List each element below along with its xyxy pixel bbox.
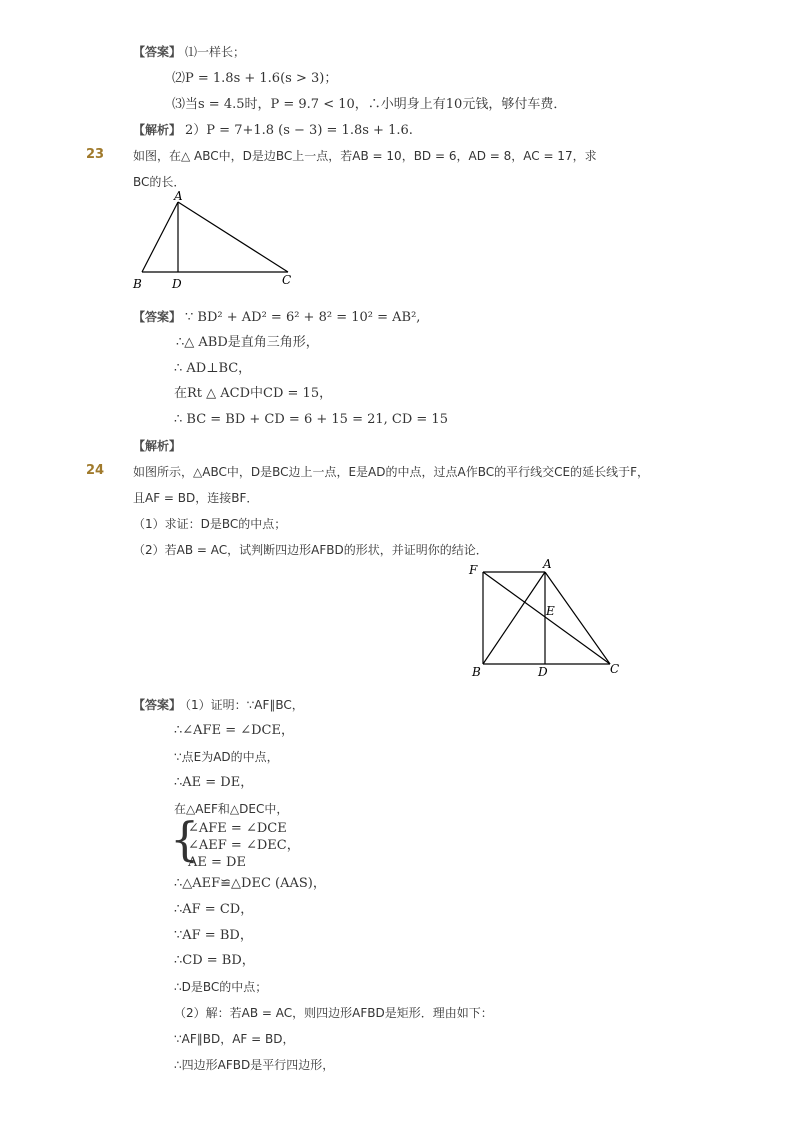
analysis-tag: 【解析】 — [133, 123, 182, 137]
label-f: F — [469, 563, 478, 577]
system-line-3: AE = DE — [188, 855, 246, 870]
label-d: D — [172, 277, 182, 291]
label-a: A — [174, 190, 183, 203]
q24-answer-line-6: ∴△AEF≌△DEC (AAS)， — [174, 876, 326, 891]
q22-answer-line-2: ⑵P = 1.8s + 1.6(s > 3)； — [172, 71, 338, 86]
answer-tag: 【答案】 — [133, 310, 182, 324]
q22-answer-line-3: ⑶当s = 4.5时，P = 9.7 < 10，∴小明身上有10元钱，够付车费． — [172, 97, 567, 112]
q23-stem-line-1: 如图，在△ ABC中，D是边BC上一点，若AB = 10，BD = 6，AD = 8，AC = 17，求 — [133, 149, 597, 163]
q24-answer-line-9: ∴CD = BD， — [174, 953, 255, 968]
label-d: D — [538, 665, 548, 679]
q23-analysis-line — [133, 438, 185, 454]
side-ac — [178, 202, 288, 272]
system-brace: { — [170, 812, 200, 866]
q24-part-1: （1）求证：D是BC的中点； — [133, 517, 287, 531]
system-line-1: ∠AFE = ∠DCE — [188, 821, 287, 836]
q23-triangle-figure — [130, 190, 300, 292]
analysis-tag: 【解析】 — [133, 439, 182, 453]
system-line-2: ∠AEF = ∠DEC， — [188, 838, 300, 853]
q23-answer-line-2: ∴△ ABD是直角三角形， — [176, 335, 319, 350]
q24-answer-line-4: ∴AE = DE， — [174, 775, 254, 790]
label-c: C — [282, 273, 292, 287]
q24-answer-line-13: ∴四边形AFBD是平行四边形， — [174, 1058, 335, 1072]
segment-ab — [483, 572, 545, 664]
q24-answer-line-8: ∵AF = BD， — [174, 928, 253, 943]
q24-part-2: （2）若AB = AC，试判断四边形AFBD的形状，并证明你的结论． — [133, 543, 488, 557]
label-b: B — [472, 665, 481, 679]
q22-analysis-line: 【解析】 2）P = 7+1.8 (s − 3) = 1.8s + 1.6. — [133, 123, 413, 138]
side-ab — [142, 202, 178, 272]
q24-answer-line-12: ∵AF∥BD，AF = BD， — [174, 1032, 295, 1046]
label-c: C — [610, 662, 620, 676]
q23-answer-line-1: 【答案】 ∵ BD² + AD² = 6² + 8² = 10² = AB², — [133, 310, 421, 325]
answer-tag: 【答案】 — [133, 45, 182, 59]
q24-answer-line-7: ∴AF = CD， — [174, 902, 254, 917]
question-number-23: 23 — [86, 147, 105, 162]
q24-stem-line-2: 且AF = BD，连接BF． — [133, 491, 259, 505]
q24-answer-line-10: ∴D是BC的中点； — [174, 980, 268, 994]
segment-fc — [483, 572, 610, 664]
q24-answer-line-11: （2）解：若AB = AC，则四边形AFBD是矩形．理由如下： — [174, 1006, 493, 1020]
label-e: E — [546, 604, 555, 618]
q23-answer-line-5: ∴ BC = BD + CD = 6 + 15 = 21, CD = 15 — [174, 412, 448, 427]
q22-answer-line-1: 【答案】 ⑴一样长； — [133, 45, 246, 59]
answer-tag: 【答案】 — [133, 698, 182, 712]
q24-answer-line-3: ∵点E为AD的中点， — [174, 750, 279, 764]
label-a: A — [543, 558, 552, 571]
segment-ac — [545, 572, 610, 664]
q24-answer-line-1: 【答案】 （1）证明：∵AF∥BC， — [133, 698, 304, 712]
q23-stem-line-2: BC的长． — [133, 175, 186, 189]
q23-answer-line-4: 在Rt △ ACD中CD = 15， — [174, 386, 333, 401]
label-b: B — [133, 277, 142, 291]
q24-stem-line-1: 如图所示，△ABC中，D是BC边上一点，E是AD的中点，过点A作BC的平行线交CE的延长线于F， — [133, 465, 649, 479]
question-number-24: 24 — [86, 463, 105, 478]
q24-answer-line-2: ∴∠AFE = ∠DCE， — [174, 723, 294, 738]
q23-answer-line-3: ∴ AD⊥BC， — [174, 361, 252, 376]
q24-answer-line-5: 在△AEF和△DEC中， — [174, 802, 289, 816]
q24-quadrilateral-figure — [465, 558, 625, 682]
